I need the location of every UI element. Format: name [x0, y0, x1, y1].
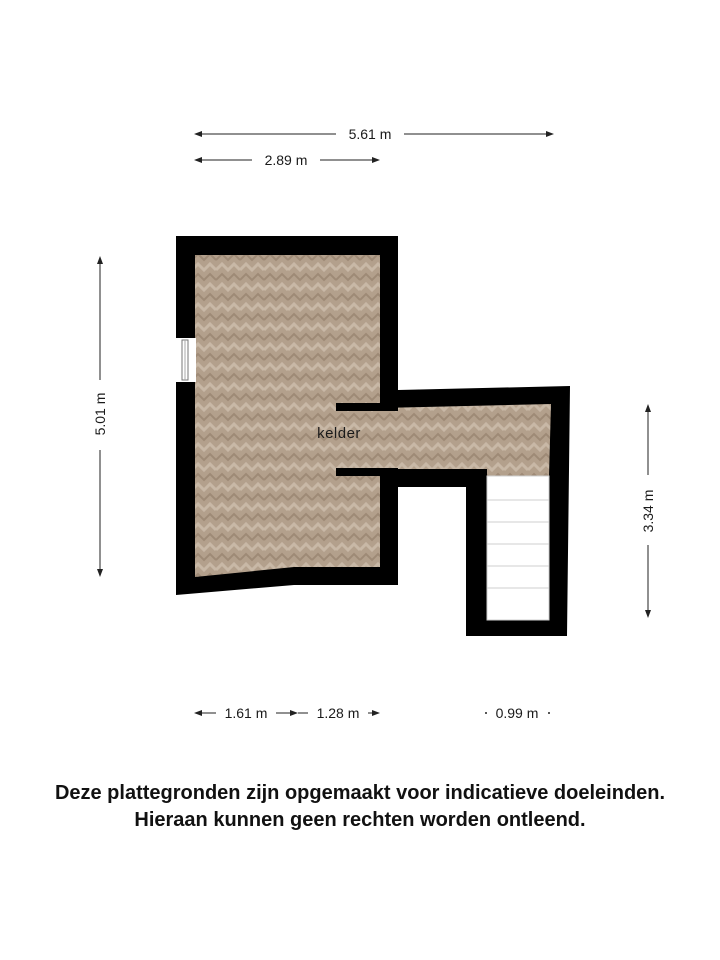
- room-label: kelder: [317, 425, 361, 442]
- partition-wall-top: [336, 403, 398, 411]
- svg-text:5.01 m: 5.01 m: [92, 392, 108, 436]
- dimension-right-height: [640, 404, 656, 618]
- svg-text:3.34 m: 3.34 m: [640, 489, 656, 533]
- disclaimer-line-2: Hieraan kunnen geen rechten worden ontleend.: [134, 809, 586, 831]
- svg-text:1.28 m: 1.28 m: [316, 705, 360, 721]
- dimension-total-width: [194, 126, 554, 142]
- dimension-bottom-a: [194, 705, 298, 721]
- svg-text:2.89 m: 2.89 m: [264, 152, 308, 168]
- svg-text:1.61 m: 1.61 m: [224, 705, 268, 721]
- floor-corridor: [380, 404, 551, 476]
- dimension-bottom-b: [298, 705, 380, 721]
- floor-main: [195, 255, 380, 577]
- svg-text:0.99 m: 0.99 m: [495, 705, 539, 721]
- disclaimer: [0, 780, 720, 834]
- dimension-upper-width: [194, 152, 380, 168]
- stairs: [487, 476, 549, 620]
- window: [174, 338, 196, 382]
- disclaimer-line-1: Deze plattegronden zijn opgemaakt voor indicatieve doeleinden.: [54, 782, 666, 804]
- dimension-bottom-c: [485, 705, 550, 721]
- partition-wall-bottom: [336, 468, 398, 476]
- dimension-left-height: [92, 256, 108, 577]
- svg-text:5.61 m: 5.61 m: [348, 126, 392, 142]
